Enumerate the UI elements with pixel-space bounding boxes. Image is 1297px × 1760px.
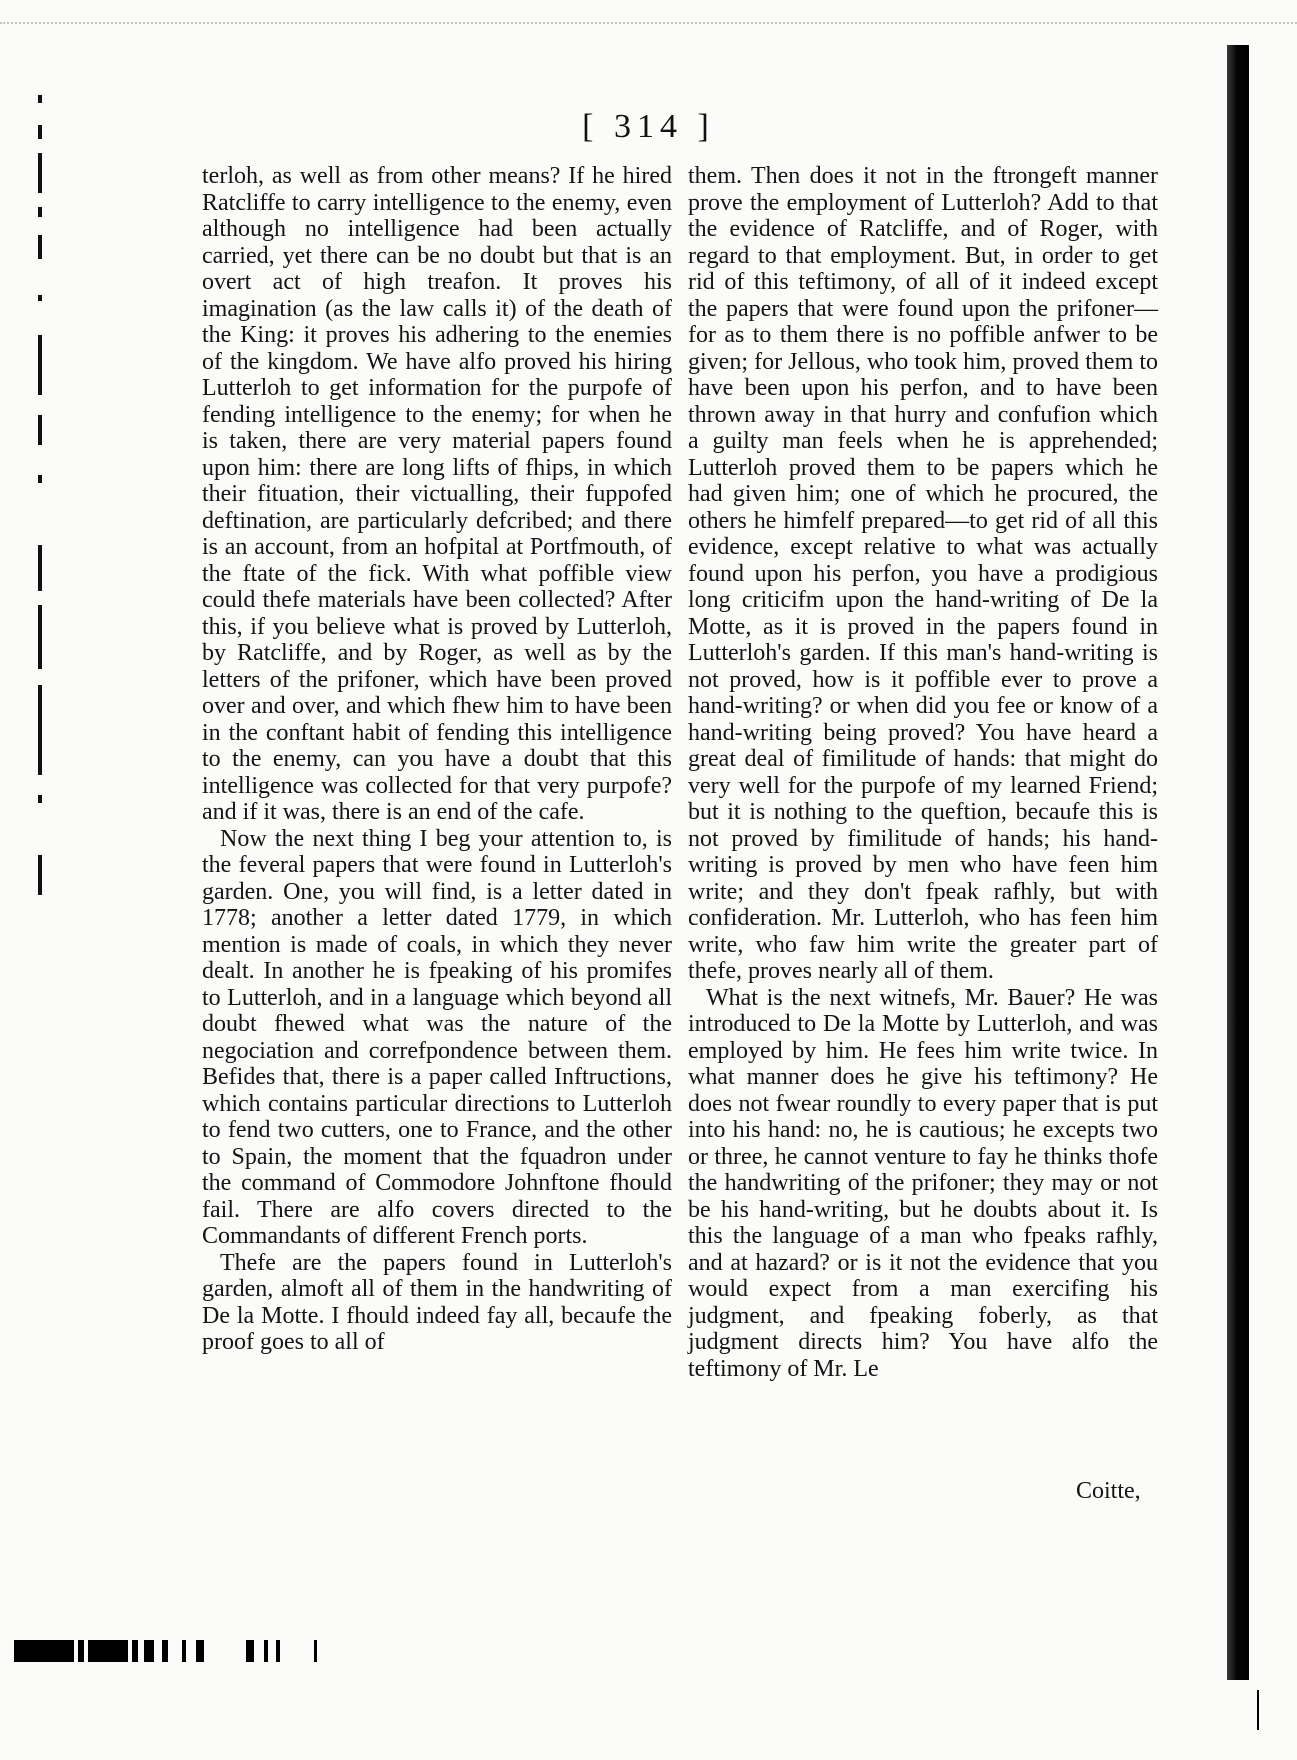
paragraph: What is the next witnefs, Mr. Bauer? He was introduced to De la Motte by Lutterloh, and was employed by him. He fees him write twice. In what manner does he give his teftimony? He does not fwear roundly to every paper that is put into his hand: no, he is cautious; he excepts two or three, he cannot venture to fay he thinks thofe the handwriting of the prifoner; they may or not be his hand-writing, but he doubts about it. Is this the language of a man who fpeaks rafhly, and at hazard? or is it not the evidence that you would expect from a man exercifing his judgment, and fpeaking foberly, as that judgment directs him? You have alfo the teftimony of Mr. Le: [688, 984, 1158, 1382]
scan-barcode-marks: [14, 1640, 374, 1664]
scan-top-edge: [0, 22, 1297, 36]
binding-marks: [38, 95, 52, 1025]
spine-tick: [1257, 1690, 1259, 1730]
right-column: [688, 163, 1158, 1382]
paragraph: them. Then does it not in the ftrongeft manner prove the employment of Lutterloh? Add to that the evidence of Ratcliffe, and of Roger, with regard to that employment. But, in order to get rid of this teftimony, of all of it indeed except the papers that were found upon the prifoner—for as to them there is no poffible anfwer to be given; for Jellous, who took him, proved them to have been upon his perfon, and to have been thrown away in that hurry and confufion which a guilty man feels when he is apprehended; Lutterloh proved them to be papers which he had given him; one of which he procured, the others he himfelf prepared—to get rid of all this evidence, except relative to what was actually found upon his perfon, you have a prodigious long criticifm upon the hand-writing of De la Motte, as it is proved in the papers found in Lutterloh's garden. If this man's hand-writing is not proved, how is it poffible ever to prove a hand-writing? or when did you fee or know of a hand-writing being proved? You have heard a great deal of fimilitude of hands: that might do very well for the purpofe of my learned Friend; but it is nothing to the queftion, becaufe this is not proved by fimilitude of hands; his hand-writing is proved by men who have feen him write; and they don't fpeak rafhly, but with confideration. Mr. Lutterloh, who has feen him write, who faw him write the greater part of thefe, proves nearly all of them.: [688, 163, 1158, 984]
paragraph: Now the next thing I beg your attention to, is the feveral papers that were found in Lutterloh's garden. One, you will find, is a letter dated in 1778; another a letter dated 1779, in which mention is made of coals, in which they never dealt. In another he is fpeaking of his promifes to Lutterloh, and in a language which beyond all doubt fhewed what was the nature of the negociation and correfpondence between them. Befides that, there is a paper called Inftructions, which contains particular directions to Lutterloh to fend two cutters, one to France, and the other to Spain, the moment that the fquadron under the command of Commodore Johnftone fhould fail. There are alfo covers directed to the Commandants of different French ports.: [202, 825, 672, 1249]
paragraph: Thefe are the papers found in Lutterloh's garden, almoft all of them in the handwriting of De la Motte. I fhould indeed fay all, becaufe the proof goes to all of: [202, 1249, 672, 1355]
left-column: [202, 163, 672, 1356]
paragraph: terloh, as well as from other means? If he hired Ratcliffe to carry intelligence to the enemy, even although no intelligence had been actually carried, yet there can be no doubt but that is an overt act of high treafon. It proves his imagination (as the law calls it) of the death of the King: it proves his adhering to the enemies of the kingdom. We have alfo proved his hiring Lutterloh to get information for the purpofe of fending intelligence to the enemy; for when he is taken, there are very material papers found upon him: there are long lifts of fhips, in which their fituation, their victualling, their fuppofed deftination, are particularly defcribed; and there is an account, from an hofpital at Portfmouth, of the ftate of the fick. With what poffible view could thefe materials have been collected? After this, if you believe what is proved by Lutterloh, by Ratcliffe, and by Roger, as well as by the letters of the prifoner, which have been proved over and over, and which fhew him to have been in the conftant habit of fending this intelligence to the enemy, can you have a doubt that this intelligence was collected for that very purpofe? and if it was, there is an end of the cafe.: [202, 163, 672, 825]
catchword: Coitte,: [1076, 1478, 1141, 1504]
page-header: [ 314 ]: [582, 108, 715, 145]
book-spine-shadow: [1227, 45, 1249, 1680]
